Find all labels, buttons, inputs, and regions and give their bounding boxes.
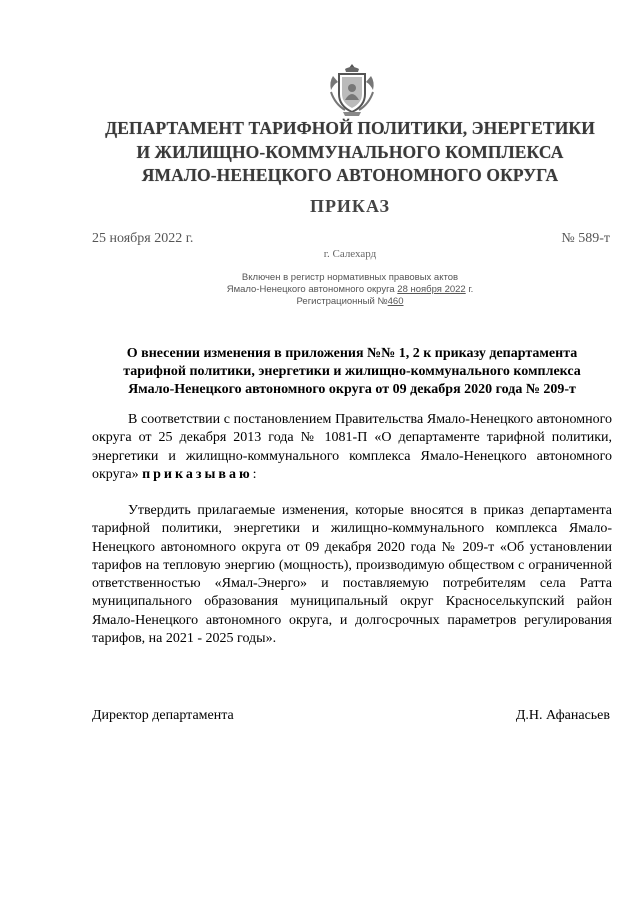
registry-date: 28 ноября 2022: [397, 284, 466, 295]
order-title: ПРИКАЗ: [309, 196, 391, 216]
subject-line-1: О внесении изменения в приложения №№ 1, 2 к приказу департамента: [126, 346, 578, 361]
subject-line-2: тарифной политики, энергетики и жилищно-коммунального комплекса: [123, 364, 581, 379]
preamble-end: :: [252, 466, 257, 482]
department-title-line-2: И ЖИЛИЩНО-КОММУНАЛЬНОГО КОМПЛЕКСА: [136, 142, 564, 162]
signatory-name: Д.Н. Афанасьев: [515, 708, 610, 723]
order-number: № 589-т: [561, 231, 610, 246]
registry-line-3: [200, 296, 500, 308]
coat-of-arms-icon: [325, 60, 379, 118]
registry-number: 460: [387, 296, 404, 307]
registry-number-label: Регистрационный №: [296, 296, 388, 307]
department-title-line-1: ДЕПАРТАМЕНТ ТАРИФНОЙ ПОЛИТИКИ, ЭНЕРГЕТИКИ: [105, 118, 595, 138]
order-date: 25 ноября 2022 г.: [92, 231, 194, 246]
resolution-paragraph: Утвердить прилагаемые изменения, которые вносятся в приказ департамента тарифной политики, энергетики и жилищно-коммунального комплекса Ямало-Ненецкого автономного округа от 09 декабря 2020 года № 209-т «Об установлении тарифов на тепловую энергию (мощность), производимую обществом с ограниченной ответственностью «Ямал-Энерго» и поставляемую потребителям села Ратта муниципального образования муниципальный округ Красноселькупский район Ямало-Ненецкого автономного округа, и долгосрочных параметров регулирования тарифов, на 2021 - 2025 годы».: [92, 503, 612, 647]
registry-line-1: Включен в регистр нормативных правовых актов: [241, 272, 459, 283]
registry-line-2: [200, 284, 500, 296]
preamble-text: В соответствии с постановлением Правительства Ямало-Ненецкого автономного округа от 25 декабря 2013 года № 1081-П «О департаменте тарифной политики, энергетики и жилищно-коммунального комплекса Ямало-Ненецкого автономного округа»: [92, 412, 612, 482]
signatory-position: Директор департамента: [92, 708, 234, 723]
registry-line-2-suffix: г.: [465, 284, 474, 295]
order-subject: [92, 345, 612, 399]
registry-line-2-prefix: Ямало-Ненецкого автономного округа: [226, 284, 398, 295]
department-title-line-3: ЯМАЛО-НЕНЕЦКОГО АВТОНОМНОГО ОКРУГА: [141, 165, 559, 185]
subject-line-3: Ямало-Ненецкого автономного округа от 09 декабря 2020 года № 209-т: [128, 382, 576, 397]
preamble-paragraph: [92, 411, 612, 484]
order-city: г. Салехард: [323, 248, 377, 260]
registry-stamp: [200, 272, 500, 308]
order-word: приказываю: [142, 466, 253, 482]
